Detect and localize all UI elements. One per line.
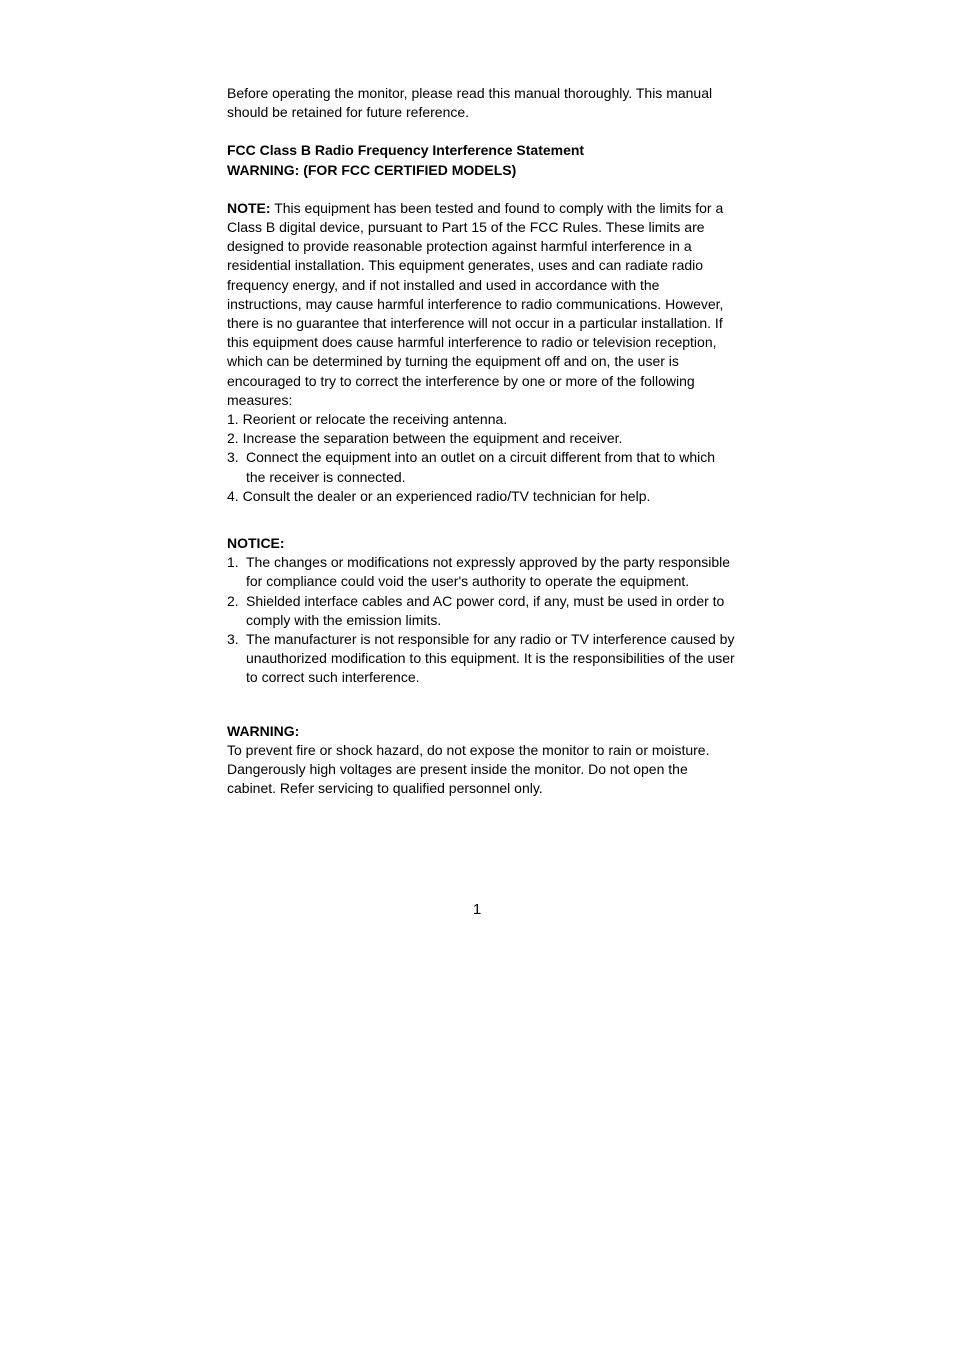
notice-text: The changes or modifications not expressly approved by the party responsible for compliance could void the user's authority to operate the equipment. [246,554,731,590]
measure-number: 3. [227,449,239,466]
measure-text: Reorient or relocate the receiving antenna. [242,411,508,428]
notice-text: The manufacturer is not responsible for any radio or TV interference caused by unauthorized modification to this equipment. It is the responsibilities of the user to correct such interference. [246,631,735,686]
notice-item [227,592,737,630]
measure-number: 4. [227,487,239,504]
note-paragraph [227,199,737,410]
intro-paragraph: Before operating the monitor, please read this manual thoroughly. This manual should be retained for future reference. [227,85,713,121]
note-body: This equipment has been tested and found to comply with the limits for a Class B digital device, pursuant to Part 15 of the FCC Rules. These limits are designed to provide reasonable protection against harmful interference in a residential installation. This equipment generates, uses and can radiate radio frequency energy, and if not installed and used in accordance with the instructions, may cause harmful interference to radio communications. However, there is no guarantee that interference will not occur in a particular installation. If this equipment does cause harmful interference to radio or television reception, which can be determined by turning the equipment off and on, the user is encouraged to try to correct the interference by one or more of the following measures: [227,199,724,408]
measure-text: Connect the equipment into an outlet on a circuit different from that to which the receiver is connected. [246,449,716,485]
fcc-warning-heading: WARNING: (FOR FCC CERTIFIED MODELS) [227,161,517,178]
notice-item [227,630,737,688]
measure-item [227,448,737,486]
notice-heading: NOTICE: [227,535,285,552]
manual-page [227,84,737,799]
measure-number: 1. [227,411,239,428]
measure-text: Consult the dealer or an experienced radio/TV technician for help. [242,487,651,504]
warning-heading: WARNING: [227,722,300,739]
measure-item [227,487,737,506]
measure-item [227,410,737,429]
notice-number: 3. [227,631,239,648]
note-label: NOTE: [227,199,271,216]
notice-list [227,553,737,687]
measures-list [227,410,737,506]
measure-number: 2. [227,430,239,447]
page-number: 1 [472,901,482,918]
fcc-heading-block [227,141,737,179]
notice-text: Shielded interface cables and AC power cord, if any, must be used in order to comply with the emission limits. [246,592,725,628]
measure-item [227,429,737,448]
notice-item [227,553,737,591]
notice-number: 2. [227,592,239,609]
warning-paragraph: To prevent fire or shock hazard, do not expose the monitor to rain or moisture. Dangerously high voltages are present inside the monitor. Do not open the cabinet. Refer servicing to qualified personnel only. [227,741,710,797]
measure-text: Increase the separation between the equipment and receiver. [242,430,623,447]
notice-number: 1. [227,554,239,571]
fcc-statement-heading: FCC Class B Radio Frequency Interference Statement [227,142,585,159]
